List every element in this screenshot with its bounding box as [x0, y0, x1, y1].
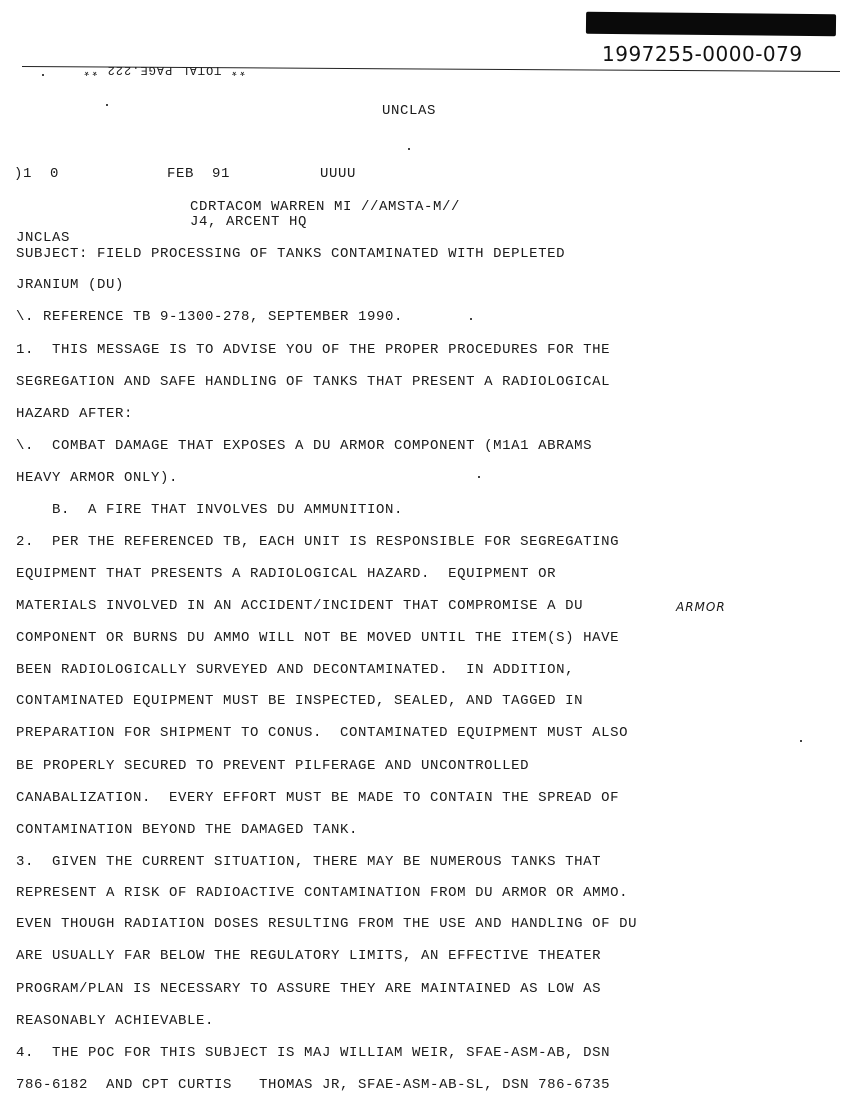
- body-line: MATERIALS INVOLVED IN AN ACCIDENT/INCIDENT THAT COMPROMISE A DU: [16, 598, 584, 614]
- fax-total-page-text: ** TOTAL PAGE.222 **: [82, 63, 247, 77]
- routing-date-line: )1 0 FEB 91 UUUU: [14, 166, 357, 182]
- scan-speck: [408, 148, 410, 150]
- body-line: 3. GIVEN THE CURRENT SITUATION, THERE MAY BE NUMEROUS TANKS THAT: [16, 854, 602, 870]
- handwritten-annotation: ARMOR: [676, 600, 726, 614]
- body-line: 1. THIS MESSAGE IS TO ADVISE YOU OF THE PROPER PROCEDURES FOR THE: [16, 342, 611, 358]
- body-line: JRANIUM (DU): [16, 277, 125, 293]
- body-line: 2. PER THE REFERENCED TB, EACH UNIT IS RESPONSIBLE FOR SEGREGATING: [16, 534, 620, 550]
- body-line: BE PROPERLY SECURED TO PREVENT PILFERAGE AND UNCONTROLLED: [16, 758, 530, 774]
- redaction-bar: [586, 12, 836, 37]
- routing-to: J4, ARCENT HQ: [190, 214, 308, 230]
- scan-speck: [42, 74, 44, 76]
- body-line: REASONABLY ACHIEVABLE.: [16, 1013, 215, 1029]
- body-line: BEEN RADIOLOGICALLY SURVEYED AND DECONTAMINATED. IN ADDITION,: [16, 662, 575, 678]
- fax-header-line: [46, 46, 246, 94]
- body-line: COMPONENT OR BURNS DU AMMO WILL NOT BE MOVED UNTIL THE ITEM(S) HAVE: [16, 630, 620, 646]
- routing-from: CDRTACOM WARREN MI //AMSTA-M//: [190, 199, 461, 215]
- body-line: 786-6182 AND CPT CURTIS THOMAS JR, SFAE-ASM-AB-SL, DSN 786-6735: [16, 1077, 611, 1093]
- body-line: EQUIPMENT THAT PRESENTS A RADIOLOGICAL HAZARD. EQUIPMENT OR: [16, 566, 557, 582]
- body-line: ARE USUALLY FAR BELOW THE REGULATORY LIMITS, AN EFFECTIVE THEATER: [16, 948, 602, 964]
- body-line: SEGREGATION AND SAFE HANDLING OF TANKS THAT PRESENT A RADIOLOGICAL: [16, 374, 611, 390]
- body-line: REPRESENT A RISK OF RADIOACTIVE CONTAMINATION FROM DU ARMOR OR AMMO.: [16, 885, 629, 901]
- scan-speck: [800, 740, 802, 742]
- body-line: EVEN THOUGH RADIATION DOSES RESULTING FROM THE USE AND HANDLING OF DU: [16, 916, 638, 932]
- classification-heading: UNCLAS: [382, 103, 437, 119]
- body-line: \. COMBAT DAMAGE THAT EXPOSES A DU ARMOR COMPONENT (M1A1 ABRAMS: [16, 438, 593, 454]
- body-line: HAZARD AFTER:: [16, 406, 134, 422]
- subject-line: SUBJECT: FIELD PROCESSING OF TANKS CONTAMINATED WITH DEPLETED: [16, 246, 566, 262]
- body-line: HEAVY ARMOR ONLY).: [16, 470, 179, 486]
- body-line: PREPARATION FOR SHIPMENT TO CONUS. CONTAMINATED EQUIPMENT MUST ALSO: [16, 725, 629, 741]
- body-line: 4. THE POC FOR THIS SUBJECT IS MAJ WILLIAM WEIR, SFAE-ASM-AB, DSN: [16, 1045, 611, 1061]
- document-number: 1997255-0000-079: [602, 42, 803, 66]
- body-line: CANABALIZATION. EVERY EFFORT MUST BE MADE TO CONTAIN THE SPREAD OF: [16, 790, 620, 806]
- body-line: JNCLAS: [16, 230, 71, 246]
- scan-speck: [478, 476, 480, 478]
- scan-speck: [470, 318, 472, 320]
- body-line: B. A FIRE THAT INVOLVES DU AMMUNITION.: [16, 502, 404, 518]
- reference-line: \. REFERENCE TB 9-1300-278, SEPTEMBER 1990.: [16, 309, 404, 325]
- body-line: CONTAMINATION BEYOND THE DAMAGED TANK.: [16, 822, 359, 838]
- body-line: PROGRAM/PLAN IS NECESSARY TO ASSURE THEY ARE MAINTAINED AS LOW AS: [16, 981, 602, 997]
- body-line: CONTAMINATED EQUIPMENT MUST BE INSPECTED, SEALED, AND TAGGED IN: [16, 693, 584, 709]
- scan-speck: [106, 104, 108, 106]
